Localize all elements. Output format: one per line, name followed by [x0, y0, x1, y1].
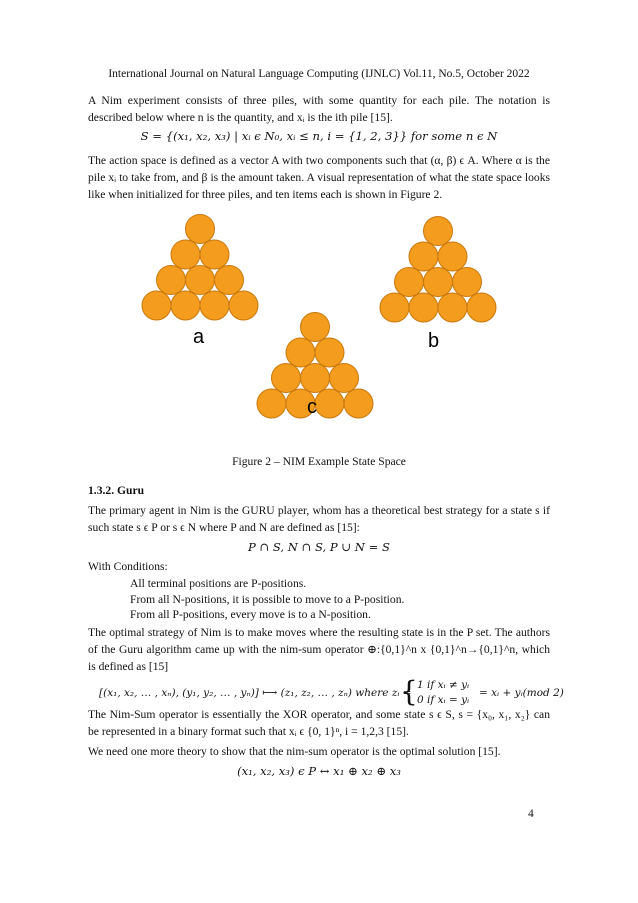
section-heading: 1.3.2. Guru	[88, 484, 145, 497]
nim-ball-a	[186, 215, 215, 244]
nim-ball-b	[380, 293, 409, 322]
nim-ball-b	[409, 293, 438, 322]
nim-ball-c	[301, 313, 330, 342]
nim-sum-case-1: 1 if xᵢ ≠ yᵢ	[417, 679, 470, 691]
paragraph-intro: A Nim experiment consists of three piles, with some quantity for each pile. The notation is described below where n is the quantity, and xᵢ is the ith pile [15].	[88, 94, 550, 124]
nim-ball-a	[200, 240, 229, 269]
equation-state-space: S = {(x₁, x₂, x₃) | xᵢ ϵ N₀, xᵢ ≤ n, i = {1, 2, 3}} for some n ϵ N	[140, 129, 498, 143]
paragraph-xor: The Nim-Sum operator is essentially the XOR operator, and some state s ϵ S, s = {x₀, x₁, x₂} can be represented in a binary format such that xᵢ ϵ {0, 1}ⁿ, i = 1,2,3 [15].	[88, 708, 550, 738]
conditions-title: With Conditions:	[88, 560, 168, 573]
nim-ball-b	[424, 217, 453, 246]
page-number: 4	[528, 808, 534, 820]
nim-ball-group	[142, 215, 496, 419]
condition-item: From all P-positions, every move is to a N-position.	[130, 608, 371, 621]
nim-ball-a	[157, 266, 186, 295]
nim-ball-a	[171, 240, 200, 269]
nim-ball-c	[315, 389, 344, 418]
nim-ball-c	[344, 389, 373, 418]
nim-ball-c	[257, 389, 286, 418]
paragraph-action-space: The action space is defined as a vector A with two components such that (α, β) ϵ A. Where α is the pile xᵢ to take from, and β is the amount taken. A visual representation of what the state space looks like when initialized for three piles, and ten items each is shown in Figure 2.	[88, 154, 550, 201]
equation-p-condition: (x₁, x₂, x₃) ϵ P ↔ x₁ ⊕ x₂ ⊕ x₃	[237, 764, 401, 778]
condition-item: From all N-positions, it is possible to move to a P-position.	[130, 592, 405, 606]
paragraph-theory: We need one more theory to show that the nim-sum operator is the optimal solution [15].	[88, 745, 501, 758]
nim-ball-a	[186, 266, 215, 295]
nim-ball-c	[330, 364, 359, 393]
nim-ball-b	[467, 293, 496, 322]
nim-ball-c	[301, 364, 330, 393]
nim-ball-a	[171, 291, 200, 320]
nim-ball-a	[142, 291, 171, 320]
conditions-list	[130, 576, 404, 623]
figure-label-c: c	[307, 396, 317, 418]
nim-ball-c	[272, 364, 301, 393]
nim-ball-b	[453, 268, 482, 297]
nim-ball-b	[438, 242, 467, 271]
nim-ball-c	[286, 338, 315, 367]
nim-ball-b	[395, 268, 424, 297]
nim-ball-b	[424, 268, 453, 297]
nim-ball-b	[438, 293, 467, 322]
figure-caption: Figure 2 – NIM Example State Space	[232, 455, 406, 468]
nim-sum-rhs: = xᵢ + yᵢ(mod 2)	[479, 687, 564, 699]
nim-ball-a	[215, 266, 244, 295]
nim-sum-case-2: 0 if xᵢ = yᵢ	[417, 694, 470, 706]
nim-ball-a	[229, 291, 258, 320]
nim-ball-a	[200, 291, 229, 320]
journal-header: International Journal on Natural Language Computing (IJNLC) Vol.11, No.5, October 2022	[108, 68, 530, 80]
condition-item: All terminal positions are P-positions.	[130, 577, 307, 590]
figure-label-b: b	[428, 330, 440, 352]
paragraph-optimal-strategy: The optimal strategy of Nim is to make moves where the resulting state is in the P set. The authors of the Guru algorithm came up with the nim-sum operator ⊕:{0,1}^n x {0,1}^n→{0,1}^n, which is defined as [15]	[88, 626, 550, 673]
nim-sum-lhs: [(x₁, x₂, … , xₙ), (y₁, y₂, … , yₙ)] ⟼ (z₁, z₂, … , zₙ) where zᵢ =	[99, 687, 412, 699]
nim-ball-c	[315, 338, 344, 367]
paragraph-guru: The primary agent in Nim is the GURU player, whom has a theoretical best strategy for a state s if such state s ϵ P or s ϵ N where P and N are defined as [15]:	[88, 504, 550, 534]
cases-brace: {	[400, 675, 418, 708]
figure-label-a: a	[193, 326, 205, 348]
nim-ball-b	[409, 242, 438, 271]
equation-sets: P ∩ S, N ∩ S, P ∪ N = S	[248, 540, 390, 554]
